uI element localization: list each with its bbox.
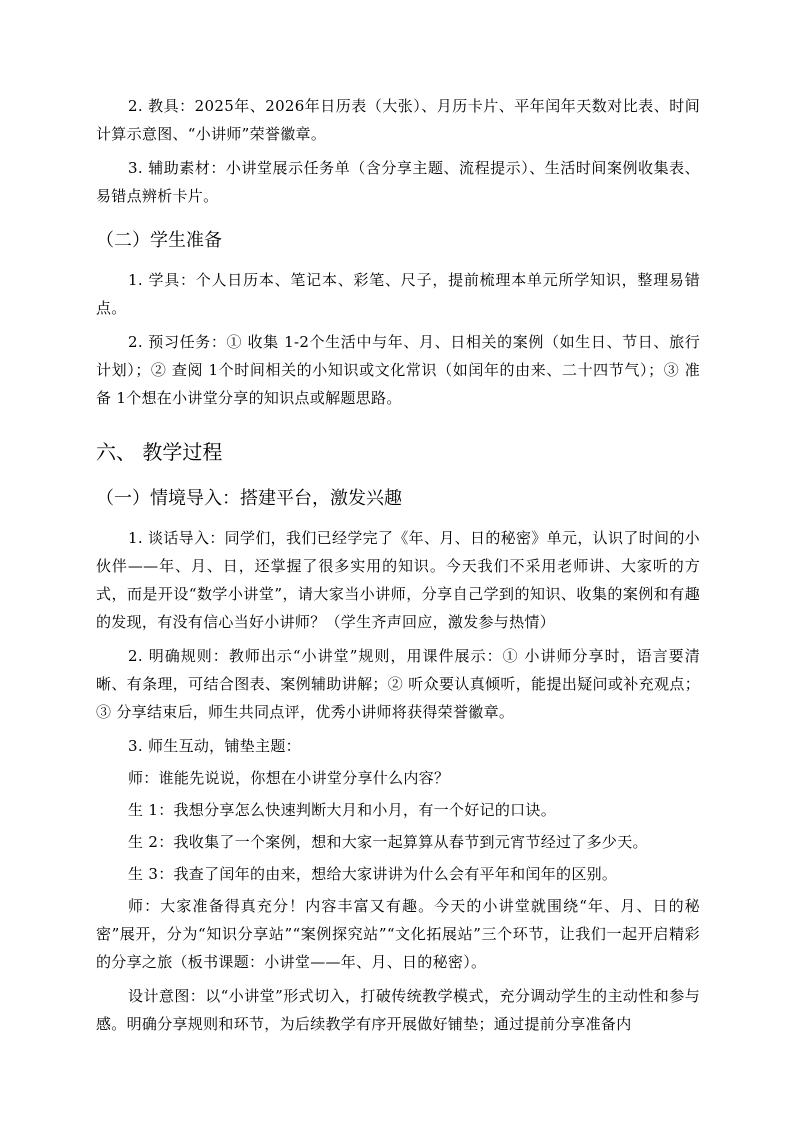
student-3-answer: 生 3：我查了闰年的由来，想给大家讲讲为什么会有平年和闰年的区别。 xyxy=(128,865,618,883)
document-page xyxy=(96,92,700,1044)
process-paragraph-1: 1. 谈话导入：同学们，我们已经学完了《年、月、日的秘密》单元，认识了时间的小伙伴——年、月、日，还掌握了很多实用的知识。今天我们不采用老师讲、大家听的方式，而是开设“数学小讲堂”，请大家当小讲师，分享自己学到的知识、收集的案例和有趣的发现，有没有信心当好小讲师？（学生齐声回应，激发参与热情） xyxy=(96,529,700,631)
materials-item-2: 2. 教具：2025年、2026年日历表（大张）、月历卡片、平年闰年天数对比表、时间计算示意图、“小讲师”荣誉徽章。 xyxy=(96,97,700,143)
design-intent: 设计意图：以“小讲堂”形式切入，打破传统教学模式，充分调动学生的主动性和参与感。明确分享规则和环节，为后续教学有序开展做好铺垫；通过提前分享准备内 xyxy=(96,987,700,1033)
student-prep-item-1: 1. 学具：个人日历本、笔记本、彩笔、尺子，提前梳理本单元所学知识，整理易错点。 xyxy=(96,271,700,317)
teaching-process-heading: 六、 教学过程 xyxy=(96,440,223,464)
student-prep-heading: （二）学生准备 xyxy=(96,230,222,251)
process-paragraph-3: 3. 师生互动，铺垫主题： xyxy=(128,737,301,755)
student-2-answer: 生 2：我收集了一个案例，想和大家一起算算从春节到元宵节经过了多少天。 xyxy=(128,833,648,851)
teacher-question: 师：谁能先说说，你想在小讲堂分享什么内容？ xyxy=(128,769,450,787)
student-1-answer: 生 1：我想分享怎么快速判断大月和小月，有一个好记的口诀。 xyxy=(128,801,557,819)
materials-item-3: 3. 辅助素材：小讲堂展示任务单（含分享主题、流程提示）、生活时间案例收集表、易错点辨析卡片。 xyxy=(96,159,700,205)
section-1-heading: （一）情境导入：搭建平台，激发兴趣 xyxy=(96,488,402,509)
student-prep-item-2: 2. 预习任务：① 收集 1-2个生活中与年、月、日相关的案例（如生日、节日、旅行计划）；② 查阅 1个时间相关的小知识或文化常识（如闰年的由来、二十四节气）；③ 准备 1个想在小讲堂分享的知识点或解题思路。 xyxy=(96,333,700,407)
teacher-summary: 师：大家准备得真充分！内容丰富又有趣。今天的小讲堂就围绕“年、月、日的秘密”展开，分为“知识分享站”“案例探究站”“文化拓展站”三个环节，让我们一起开启精彩的分享之旅（板书课题：小讲堂——年、月、日的秘密）。 xyxy=(96,897,700,971)
process-paragraph-2: 2. 明确规则：教师出示“小讲堂”规则，用课件展示：① 小讲师分享时，语言要清晰、有条理，可结合图表、案例辅助讲解；② 听众要认真倾听，能提出疑问或补充观点；③ 分享结束后，师生共同点评，优秀小讲师将获得荣誉徽章。 xyxy=(96,647,700,721)
